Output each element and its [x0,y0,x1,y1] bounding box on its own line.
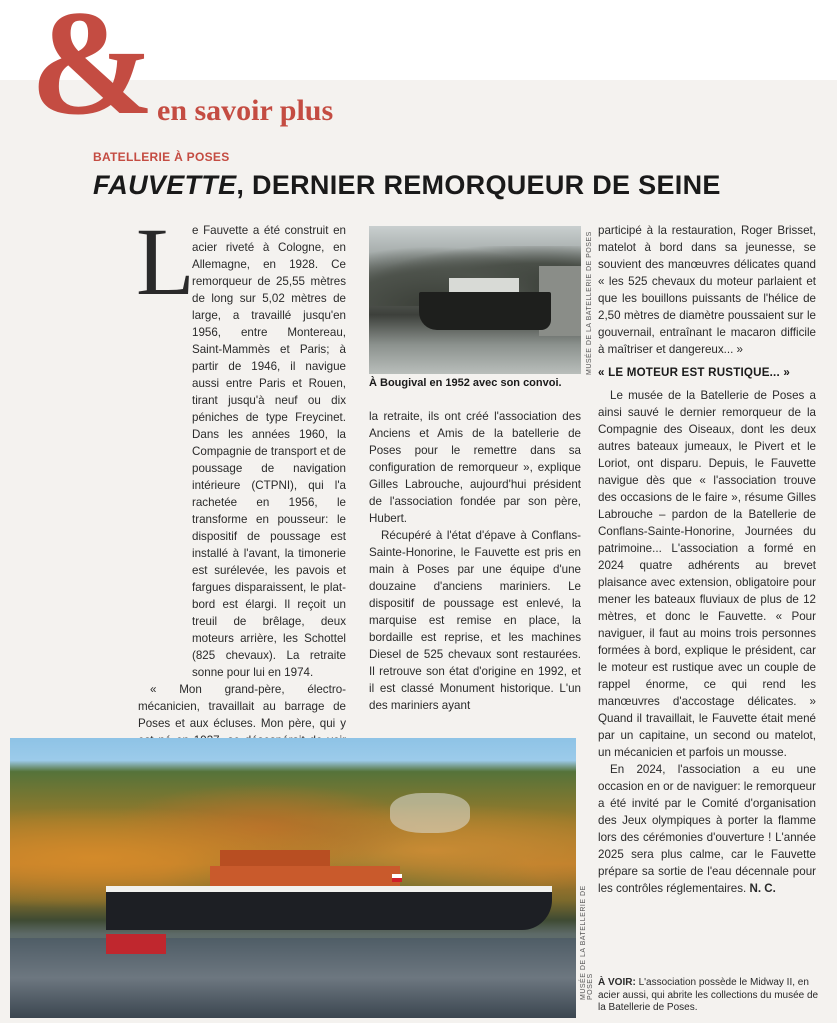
color-photo-fauvette [10,738,576,1018]
subhead: « LE MOTEUR EST RUSTIQUE... » [598,366,790,379]
photo-hull [106,886,552,930]
photo-credit-2: MUSÉE DE LA BATELLERIE DE POSES [580,885,594,1000]
drop-cap: L [136,208,195,315]
photo-boat [419,292,551,330]
paragraph-olympics [598,761,816,897]
article-rubric: BATELLERIE À POSES [93,150,230,164]
paragraph-museum: Le musée de la Batellerie de Poses a ainsi sauvé le dernier remorqueur de la Compagnie des Oiseaux, dont les deux autres bateaux jumeaux, le Pivert et le Loriot, ont disparu. Depuis, le Fauvette navigue dès que « l'association trouve des occasions de le faire », résume Gilles Labrouche – pardon de la Batellerie de Conflans-Sainte-Honorine, Journées du patrimoine... L'association a formé en 2024 quatre adhérents au brevet plaisance avec extension, obligatoire pour mener les bateaux fluviaux de plus de 12 mètres, et donc le Fauvette. « Pour naviguer, il faut au moins trois personnes formées à bord, explique le président, car le moteur est rustique avec un couple de rappel énorme, ce qui rend les manœuvres d'accostage délicates. » Quand il travaillait, le Fauvette était mené par un capitaine, un second ou matelot, un mécanicien et parfois un mousse. [598,389,816,759]
paragraph-lead: e Fauvette a été construit en acier riveté à Cologne, en Allemagne, en 1928. Ce remorqueur de 25,55 mètres de long sur 5,02 mètres de large, a travaillé jusqu'en 1956, entre Montereau, Saint-Mammès et Paris; à partir de 1946, il navigue aussi entre Paris et Rouen, tirant jusqu'à neuf ou dix péniches de type Freycinet. Dans les années 1960, la Compagnie de transport et de poussage de navigation intérieure (CTPNI), qui l'a rachetée en 1956, le transforme en pousseur: le dispositif de poussage est installé à l'avant, la timonerie est surélevée, les pavois et fargues disparaissent, le plat-bord est élargi. Il reçoit un treuil de brêlage, deux moteurs arrière, les Schottel (825 chevaux). La retraite sonne pour lui en 1974. [192,224,346,679]
photo-caption: À Bougival en 1952 avec son convoi. [369,377,562,389]
a-voir-box [598,977,828,1015]
paragraph-association: la retraite, ils ont créé l'association des Anciens et Amis de la batellerie de Poses pour le remettre dans sa configuration de remorqueur », explique Gilles Labrouche, aujourd'hui président de l'association fondée par son père, Hubert. [369,410,581,525]
archive-photo-bougival [369,226,581,374]
photo-red-bow [106,934,166,954]
flag-icon [392,874,402,882]
column-2 [369,408,581,714]
a-voir-text: L'association possède le Midway II, en acier aussi, qui abrite les collections du musée de la Batellerie de Poses. [598,977,819,1013]
paragraph-quote: « Mon grand-père, électro-mécanicien, travaillait au barrage de Poses et aux écluses. Mon père, qui y [138,683,346,730]
olympics-text: En 2024, l'association a eu une occasion en or de naviguer: le remorqueur a été invité par le Comité d'organisation des Jeux olympiques à porter la flamme lors des cérémonies d'ouverture ! L'année 2025 sera plus calme, car le Fauvette prépare sa sortie de l'eau décennale pour les contrôles réglementaires. [598,763,816,895]
paragraph-restoration: Récupéré à l'état d'épave à Conflans-Sainte-Honorine, le Fauvette est pris en main à Poses par une équipe d'une douzaine d'anciens mariniers. Le dispositif de poussage est enlevé, la marquise est remise en place, la bordaille est reprise, et les machines Diesel de 525 chevaux sont restaurées. Il retrouve son état d'origine en 1992, et il est classé Monument historique. L'un des mariniers ayant [369,529,581,712]
title-rest: , DERNIER REMORQUEUR DE SEINE [236,170,721,200]
author-signature: N. C. [749,882,776,895]
section-kicker: en savoir plus [157,94,334,127]
photo-credit-1: MUSÉE DE LA BATELLERIE DE POSES [586,231,593,375]
paragraph-memories: participé à la restauration, Roger Brisset, matelot à bord dans sa jeunesse, se souvient des manœuvres délicates quand « les 525 chevaux du moteur parlaient et que les bouillons puissants de l'hélice de 2,50 mètres de diamètre poussaient sur le gouvernail, entraînant le macaron difficile à maîtriser et dangereux... » [598,224,816,356]
photo-cliff [390,793,470,833]
ampersand-logo: & [30,0,155,146]
a-voir-label: À VOIR: [598,977,636,988]
title-boat-name: FAUVETTE [93,170,237,200]
article-title [93,170,721,201]
photo-river [10,938,576,1018]
column-3 [598,222,816,897]
